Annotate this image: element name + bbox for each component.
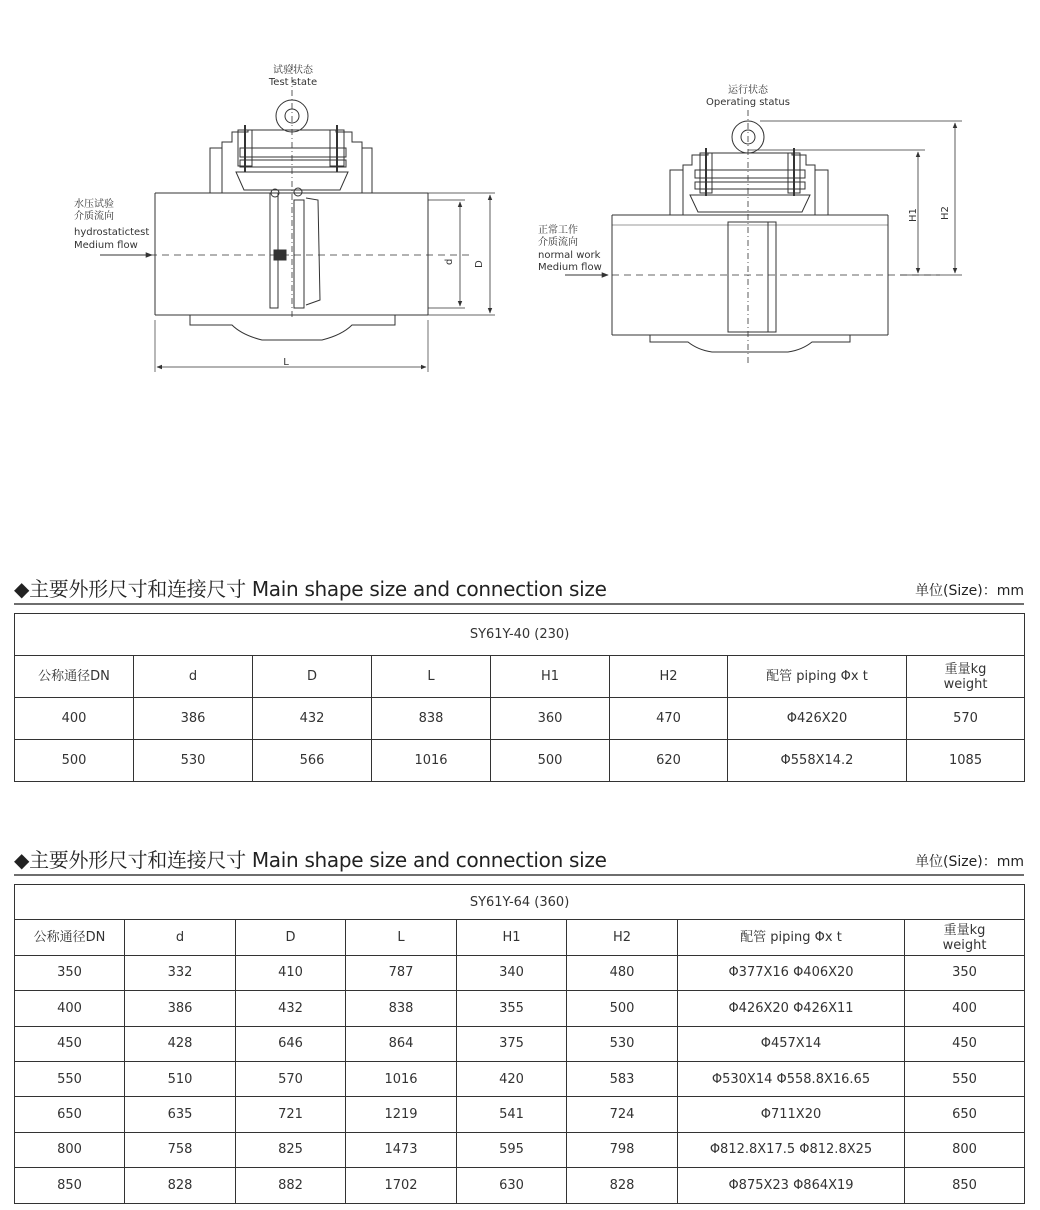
cell-H2: 470 (610, 698, 728, 740)
cell-L: 1016 (346, 1061, 457, 1096)
cell-L: 1016 (372, 740, 491, 782)
left-flow-en-2: Medium flow (74, 240, 138, 251)
left-body-lower (190, 315, 395, 340)
cell-piping: Φ426X20 Φ426X11 (678, 991, 905, 1026)
cell-D: 825 (236, 1132, 346, 1167)
col-header-dn: 公称通径DN (15, 656, 134, 698)
cell-d: 828 (125, 1168, 236, 1203)
cell-d: 332 (125, 955, 236, 990)
cell-H2: 798 (567, 1132, 678, 1167)
cell-H2: 500 (567, 991, 678, 1026)
cell-weight: 550 (905, 1061, 1025, 1096)
cell-dn: 350 (15, 955, 125, 990)
col-header-weight (905, 920, 1025, 955)
cell-D: 410 (236, 955, 346, 990)
unit-label-1: 单位(Size)：mm (915, 583, 1024, 599)
cell-D: 566 (253, 740, 372, 782)
weight-en: weight (943, 676, 988, 692)
cell-dn: 450 (15, 1026, 125, 1061)
cell-H2: 724 (567, 1097, 678, 1132)
col-header-weight (907, 656, 1025, 698)
table-model-row (15, 885, 1025, 920)
cell-H1: 360 (491, 698, 610, 740)
section-title-2: ◆主要外形尺寸和连接尺寸 Main shape size and connection size (14, 848, 607, 872)
table-model-title: SY61Y-64 (360) (15, 885, 1025, 920)
section-title-1: ◆主要外形尺寸和连接尺寸 Main shape size and connection size (14, 577, 607, 601)
cell-H1: 541 (457, 1097, 567, 1132)
cell-weight: 400 (905, 991, 1025, 1026)
dim-label-H2: H2 (940, 206, 951, 220)
cell-L: 1473 (346, 1132, 457, 1167)
cell-dn: 400 (15, 698, 134, 740)
cell-piping: Φ875X23 Φ864X19 (678, 1168, 905, 1203)
cell-H2: 583 (567, 1061, 678, 1096)
cell-weight: 350 (905, 955, 1025, 990)
table-row (15, 1061, 1025, 1096)
cell-piping: Φ426X20 (728, 698, 907, 740)
table-row (15, 1026, 1025, 1061)
left-state-cn: 试验状态 (273, 65, 313, 76)
cell-D: 646 (236, 1026, 346, 1061)
col-header-d: d (134, 656, 253, 698)
cell-L: 838 (372, 698, 491, 740)
dim-label-L: L (283, 357, 289, 368)
table-row (15, 991, 1025, 1026)
table-row (15, 1097, 1025, 1132)
table-row (15, 1168, 1025, 1203)
cell-d: 635 (125, 1097, 236, 1132)
cell-dn: 850 (15, 1168, 125, 1203)
left-flow-cn-2: 介质流向 (74, 211, 114, 222)
cell-H1: 355 (457, 991, 567, 1026)
col-header-dn: 公称通径DN (15, 920, 125, 955)
cell-D: 432 (236, 991, 346, 1026)
cell-weight: 450 (905, 1026, 1025, 1061)
cell-H1: 340 (457, 955, 567, 990)
cell-dn: 400 (15, 991, 125, 1026)
section-rule-1 (14, 603, 1024, 605)
col-header-H2: H2 (610, 656, 728, 698)
cell-dn: 550 (15, 1061, 125, 1096)
left-flow-cn-1: 水压试验 (74, 199, 114, 210)
right-state-cn: 运行状态 (728, 85, 768, 96)
cell-H1: 630 (457, 1168, 567, 1203)
col-header-D: D (253, 656, 372, 698)
cell-H1: 500 (491, 740, 610, 782)
cell-dn: 800 (15, 1132, 125, 1167)
table-header-row (15, 920, 1025, 955)
cell-d: 530 (134, 740, 253, 782)
col-header-H2: H2 (567, 920, 678, 955)
right-bonnet (683, 153, 815, 215)
cell-piping: Φ530X14 Φ558.8X16.65 (678, 1061, 905, 1096)
table-model-title: SY61Y-40 (230) (15, 614, 1025, 656)
cell-H1: 375 (457, 1026, 567, 1061)
right-body-lower (650, 335, 850, 352)
cell-d: 386 (125, 991, 236, 1026)
col-header-piping: 配管 piping Φx t (678, 920, 905, 955)
weight-cn: 重量kg (944, 661, 987, 677)
cell-L: 838 (346, 991, 457, 1026)
table-row (15, 955, 1025, 990)
table-row (15, 740, 1025, 782)
cell-H1: 420 (457, 1061, 567, 1096)
unit-label-2: 单位(Size)：mm (915, 854, 1024, 870)
right-flow-en-2: Medium flow (538, 262, 602, 273)
cell-H2: 530 (567, 1026, 678, 1061)
table-row (15, 698, 1025, 740)
weight-en: weight (942, 937, 987, 953)
cell-L: 864 (346, 1026, 457, 1061)
dim-label-D: D (474, 260, 485, 268)
cell-piping: Φ377X16 Φ406X20 (678, 955, 905, 990)
cell-H2: 828 (567, 1168, 678, 1203)
cell-piping: Φ812.8X17.5 Φ812.8X25 (678, 1132, 905, 1167)
col-header-D: D (236, 920, 346, 955)
cell-L: 787 (346, 955, 457, 990)
cell-d: 386 (134, 698, 253, 740)
col-header-piping: 配管 piping Φx t (728, 656, 907, 698)
valve-diagram-svg (0, 0, 1040, 380)
cell-weight: 1085 (907, 740, 1025, 782)
spec-table-sy61y-40 (14, 613, 1025, 782)
dim-label-d: d (444, 258, 455, 265)
spec-table-sy61y-64 (14, 884, 1025, 1204)
cell-d: 428 (125, 1026, 236, 1061)
cell-weight: 800 (905, 1132, 1025, 1167)
cell-piping: Φ457X14 (678, 1026, 905, 1061)
left-valve-view (100, 64, 495, 372)
right-state-en: Operating status (706, 97, 790, 108)
cell-piping: Φ711X20 (678, 1097, 905, 1132)
section-rule-2 (14, 874, 1024, 876)
dim-label-H1: H1 (908, 208, 919, 222)
table-row (15, 1132, 1025, 1167)
cell-H2: 480 (567, 955, 678, 990)
cell-H2: 620 (610, 740, 728, 782)
left-state-en: Test state (268, 77, 318, 88)
cell-L: 1219 (346, 1097, 457, 1132)
col-header-H1: H1 (491, 656, 610, 698)
col-header-H1: H1 (457, 920, 567, 955)
col-header-d: d (125, 920, 236, 955)
cell-D: 882 (236, 1168, 346, 1203)
cell-weight: 850 (905, 1168, 1025, 1203)
col-header-L: L (372, 656, 491, 698)
cell-D: 721 (236, 1097, 346, 1132)
cell-D: 570 (236, 1061, 346, 1096)
cell-D: 432 (253, 698, 372, 740)
table-model-row (15, 614, 1025, 656)
right-flow-en-1: normal work (538, 250, 601, 261)
cell-dn: 500 (15, 740, 134, 782)
cell-L: 1702 (346, 1168, 457, 1203)
cell-weight: 570 (907, 698, 1025, 740)
cell-dn: 650 (15, 1097, 125, 1132)
table-header-row (15, 656, 1025, 698)
cell-piping: Φ558X14.2 (728, 740, 907, 782)
cell-d: 758 (125, 1132, 236, 1167)
right-valve-view (565, 110, 962, 365)
cell-d: 510 (125, 1061, 236, 1096)
col-header-L: L (346, 920, 457, 955)
right-flow-cn-2: 介质流向 (538, 237, 578, 248)
weight-cn: 重量kg (943, 922, 986, 938)
right-flow-cn-1: 正常工作 (538, 225, 578, 236)
left-flow-en-1: hydrostatictest (74, 227, 150, 238)
valve-technical-drawing (0, 0, 1040, 380)
cell-weight: 650 (905, 1097, 1025, 1132)
cell-H1: 595 (457, 1132, 567, 1167)
